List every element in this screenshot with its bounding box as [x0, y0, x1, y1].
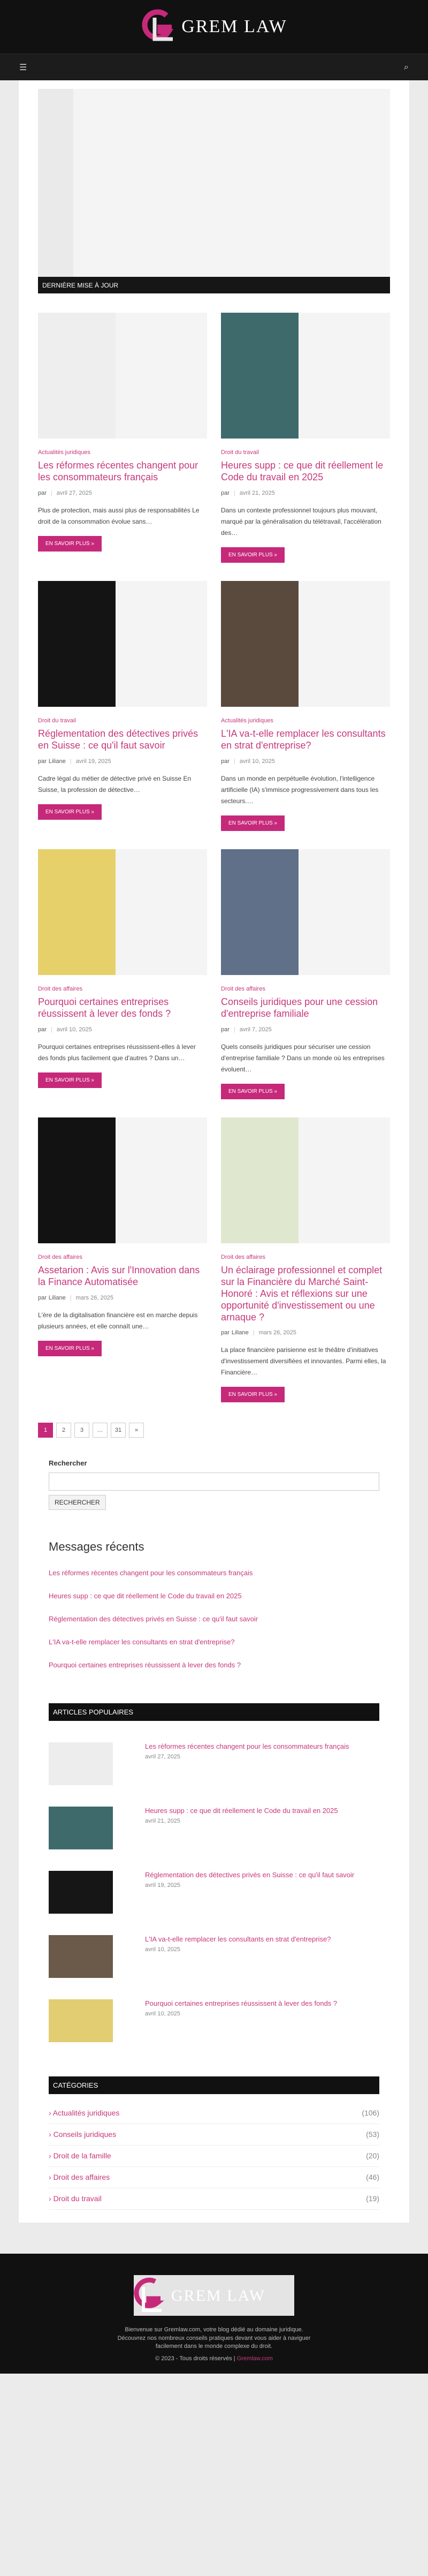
post-excerpt: Plus de protection, mais aussi plus de responsabilités Le droit de la consommation évolue sans…: [38, 506, 200, 525]
thumbnail-photo: [38, 849, 116, 975]
popular-post-title[interactable]: Réglementation des détectives privés en Suisse : ce qu'il faut savoir: [145, 1871, 355, 1879]
post-meta-by: par: [38, 758, 47, 765]
post-title[interactable]: Heures supp : ce que dit réellement le Code du travail en 2025: [221, 460, 384, 482]
post-title[interactable]: Pourquoi certaines entreprises réussissent à lever des fonds ?: [38, 996, 171, 1019]
post-meta: [221, 1329, 390, 1336]
chevron-right-icon: ›: [49, 2151, 54, 2160]
site-name: GREM LAW: [181, 17, 287, 36]
post-date: mars 26, 2025: [75, 1294, 113, 1301]
recent-post-link[interactable]: Pourquoi certaines entreprises réussissent à lever des fonds ?: [49, 1661, 241, 1670]
meta-separator: |: [50, 1026, 52, 1033]
post-date: avril 10, 2025: [56, 1026, 92, 1033]
post-author[interactable]: Liliane: [48, 758, 66, 765]
post-category[interactable]: Droit des affaires: [221, 985, 265, 992]
recent-post-link[interactable]: Réglementation des détectives privés en Suisse : ce qu'il faut savoir: [49, 1615, 258, 1623]
popular-post-title[interactable]: Pourquoi certaines entreprises réussissent à lever des fonds ?: [145, 1999, 338, 2008]
post-category[interactable]: Actualités juridiques: [221, 717, 273, 724]
thumbnail-blank: [299, 1117, 390, 1243]
post-thumbnail[interactable]: [221, 849, 390, 975]
category-name[interactable]: Droit des affaires: [53, 2173, 110, 2182]
site-footer: [0, 2254, 428, 2373]
post-card: [38, 849, 207, 1099]
read-more-button[interactable]: EN SAVOIR PLUS »: [38, 536, 102, 552]
meta-separator: |: [70, 1294, 72, 1301]
category-left: [49, 2194, 102, 2203]
post-thumbnail[interactable]: [221, 313, 390, 439]
menu-icon[interactable]: ☰: [19, 63, 27, 72]
post-date: avril 27, 2025: [56, 489, 92, 496]
hero-bar: DERNIÈRE MISE À JOUR: [38, 277, 390, 293]
post-category[interactable]: Actualités juridiques: [38, 449, 90, 456]
post-card: [221, 581, 390, 831]
category-item[interactable]: [49, 2188, 379, 2210]
category-item[interactable]: [49, 2103, 379, 2124]
thumbnail-blank: [299, 849, 390, 975]
category-count: (20): [366, 2151, 379, 2160]
post-category[interactable]: Droit du travail: [221, 449, 259, 456]
popular-post[interactable]: [49, 1871, 379, 1914]
category-left: [49, 2130, 116, 2139]
thumbnail-photo: [221, 581, 299, 707]
meta-separator: |: [233, 1026, 235, 1033]
thumbnail-photo: [38, 313, 116, 439]
main-content: [19, 80, 409, 2223]
thumbnail-photo: [221, 313, 299, 439]
search-input[interactable]: [49, 1472, 379, 1491]
post-excerpt: Cadre légal du métier de détective privé en Suisse En Suisse, la profession de détective…: [38, 774, 192, 794]
page-2[interactable]: 2: [56, 1423, 71, 1438]
post-title[interactable]: L'IA va-t-elle remplacer les consultants en strat d'entreprise?: [221, 728, 386, 751]
post-excerpt: Dans un monde en perpétuelle évolution, l'intelligence artificielle (IA) s'immisce progressivement dans tous les secteurs.…: [221, 774, 379, 805]
next-page-button[interactable]: »: [129, 1423, 144, 1438]
nav-bar: [0, 54, 428, 80]
popular-posts-title: ARTICLES POPULAIRES: [49, 1703, 379, 1721]
recent-post-link[interactable]: Heures supp : ce que dit réellement le Code du travail en 2025: [49, 1592, 242, 1600]
popular-post-date: avril 10, 2025: [145, 2011, 181, 2018]
post-category[interactable]: Droit des affaires: [38, 1253, 82, 1260]
popular-post-date: avril 21, 2025: [145, 1818, 181, 1825]
recent-post-link[interactable]: L'IA va-t-elle remplacer les consultants en strat d'entreprise?: [49, 1638, 235, 1646]
popular-post-thumbnail[interactable]: [49, 1742, 113, 1785]
footer-site-link[interactable]: Gremlaw.com: [236, 2355, 273, 2362]
post-date: avril 10, 2025: [239, 758, 275, 765]
category-name[interactable]: Droit du travail: [53, 2194, 102, 2203]
meta-separator: |: [233, 758, 235, 765]
popular-post-date: avril 19, 2025: [145, 1882, 181, 1889]
post-author[interactable]: Liliane: [48, 1294, 66, 1301]
post-thumbnail[interactable]: [38, 313, 207, 439]
popular-post-text: [145, 1999, 337, 2042]
category-item[interactable]: [49, 2124, 379, 2146]
post-title[interactable]: Les réformes récentes changent pour les consommateurs français: [38, 460, 198, 482]
post-title[interactable]: Un éclairage professionnel et complet sur la Financière du Marché Saint-Honoré : Avis et réflexions sur une opportunité d'investissement ou une arnaque ?: [221, 1264, 383, 1323]
pagination: [38, 1423, 390, 1438]
thumbnail-blank: [299, 581, 390, 707]
hero-image[interactable]: [38, 89, 390, 277]
category-left: [49, 2173, 110, 2181]
post-card: [38, 313, 207, 563]
post-date: mars 26, 2025: [258, 1329, 296, 1336]
post-meta: [221, 758, 390, 765]
post-thumbnail[interactable]: [38, 1117, 207, 1243]
footer-logo[interactable]: [134, 2275, 294, 2316]
popular-post-text: [145, 1935, 331, 1978]
post-meta: [38, 758, 207, 765]
meta-separator: |: [253, 1329, 255, 1336]
post-category[interactable]: Droit des affaires: [221, 1253, 265, 1260]
chevron-right-icon: ›: [49, 2130, 54, 2139]
popular-post[interactable]: [49, 1807, 379, 1849]
post-card: [221, 849, 390, 1099]
post-meta: [221, 1026, 390, 1033]
post-meta-by: par: [38, 489, 47, 496]
post-title[interactable]: Réglementation des détectives privés en Suisse : ce qu'il faut savoir: [38, 728, 198, 751]
site-header: [0, 0, 428, 54]
post-excerpt: L'ère de la digitalisation financière est en marche depuis plusieurs années, et elle connaît une…: [38, 1311, 198, 1330]
post-date: avril 7, 2025: [239, 1026, 272, 1033]
popular-post-text: [145, 1742, 349, 1785]
site-logo[interactable]: [141, 8, 287, 46]
footer-about: Bienvenue sur Gremlaw.com, votre blog dédié au domaine juridique. Découvrez nos nombreux conseils pratiques devant vous aider à naviguer facilement dans le monde complexe du droit.: [117, 2326, 311, 2350]
category-count: (19): [366, 2194, 379, 2203]
thumbnail-photo: [38, 1117, 116, 1243]
copyright: [0, 2355, 428, 2362]
copyright-text: © 2023 - Tous droits réservés |: [155, 2355, 235, 2362]
post-category[interactable]: Droit des affaires: [38, 985, 82, 992]
popular-post-date: avril 10, 2025: [145, 1946, 181, 1953]
post-meta: [38, 1026, 207, 1033]
post-meta-by: par: [38, 1294, 47, 1301]
thumbnail-photo: [221, 1117, 299, 1243]
post-title[interactable]: Conseils juridiques pour une cession d'entreprise familiale: [221, 996, 378, 1019]
category-item[interactable]: [49, 2167, 379, 2188]
chevron-right-icon: ›: [49, 2109, 53, 2118]
popular-post-thumbnail[interactable]: [49, 1807, 113, 1849]
post-thumbnail[interactable]: [221, 1117, 390, 1243]
popular-post[interactable]: [49, 1935, 379, 1978]
popular-post-title[interactable]: Les réformes récentes changent pour les consommateurs français: [145, 1742, 349, 1751]
thumbnail-blank: [116, 581, 207, 707]
post-excerpt: Pourquoi certaines entreprises réussissent-elles à lever des fonds plus facilement que d'autres ? Dans un…: [38, 1043, 196, 1062]
page-1[interactable]: 1: [38, 1423, 53, 1438]
sidebar: [38, 1459, 390, 2210]
category-left: [49, 2109, 119, 2117]
popular-post-thumbnail[interactable]: [49, 1935, 113, 1978]
post-excerpt: La place financière parisienne est le théâtre d'initiatives d'investissement diversifiées et innovantes. Parmi elles, la Financière…: [221, 1346, 386, 1377]
footer-site-name: GREM LAW: [171, 2287, 266, 2305]
chevron-right-icon: ›: [49, 2194, 54, 2203]
page-31[interactable]: 31: [111, 1423, 126, 1438]
page-…: …: [93, 1423, 108, 1438]
post-excerpt: Quels conseils juridiques pour sécuriser une cession d'entreprise familiale ? Dans un monde où les entreprises évoluent…: [221, 1043, 385, 1073]
category-left: [49, 2151, 111, 2160]
post-title[interactable]: Assetarion : Avis sur l'Innovation dans la Finance Automatisée: [38, 1264, 200, 1287]
post-meta: [38, 490, 207, 496]
recent-posts: [49, 1569, 379, 1669]
popular-post-date: avril 27, 2025: [145, 1754, 181, 1761]
thumbnail-photo: [221, 849, 299, 975]
post-meta: [221, 490, 390, 496]
popular-post-text: [145, 1871, 354, 1914]
recent-posts-title: Messages récents: [49, 1540, 144, 1554]
post-card: [221, 313, 390, 563]
popular-posts: [49, 1742, 379, 2042]
category-name[interactable]: Droit de la famille: [53, 2151, 111, 2160]
chevron-right-icon: ›: [49, 2173, 54, 2182]
post-card: [38, 1117, 207, 1403]
post-author[interactable]: Liliane: [231, 1329, 249, 1336]
read-more-button[interactable]: EN SAVOIR PLUS »: [221, 547, 285, 563]
post-category[interactable]: Droit du travail: [38, 717, 76, 724]
post-meta-by: par: [38, 1026, 47, 1033]
post-date: avril 19, 2025: [75, 758, 111, 765]
gl-monogram-icon: [141, 8, 178, 46]
thumbnail-blank: [116, 849, 207, 975]
category-item[interactable]: [49, 2146, 379, 2167]
read-more-button[interactable]: EN SAVOIR PLUS »: [221, 815, 285, 831]
meta-separator: |: [233, 489, 235, 496]
post-thumbnail[interactable]: [221, 581, 390, 707]
post-excerpt: Dans un contexte professionnel toujours plus mouvant, marqué par la généralisation du télétravail, l'accélération des…: [221, 506, 381, 537]
thumbnail-blank: [116, 313, 207, 439]
popular-post-title[interactable]: Heures supp : ce que dit réellement le Code du travail en 2025: [145, 1807, 338, 1815]
category-name[interactable]: Conseils juridiques: [53, 2130, 117, 2139]
post-meta-by: par: [221, 489, 230, 496]
post-meta-by: par: [221, 1026, 230, 1033]
thumbnail-photo: [38, 581, 116, 707]
thumbnail-blank: [299, 313, 390, 439]
post-thumbnail[interactable]: [38, 581, 207, 707]
categories-title: CATÉGORIES: [49, 2076, 379, 2094]
thumbnail-blank: [116, 1117, 207, 1243]
category-count: (106): [362, 2109, 379, 2118]
read-more-button[interactable]: EN SAVOIR PLUS »: [221, 1084, 285, 1099]
category-count: (53): [366, 2130, 379, 2139]
page-3[interactable]: 3: [74, 1423, 89, 1438]
post-card: [38, 581, 207, 831]
post-meta: [38, 1295, 207, 1301]
popular-post[interactable]: [49, 1999, 379, 2042]
read-more-button[interactable]: EN SAVOIR PLUS »: [38, 1341, 102, 1356]
read-more-button[interactable]: EN SAVOIR PLUS »: [221, 1387, 285, 1402]
read-more-button[interactable]: EN SAVOIR PLUS »: [38, 804, 102, 820]
category-list: [49, 2103, 379, 2210]
popular-post-thumbnail[interactable]: [49, 1999, 113, 2042]
search-icon[interactable]: ⌕: [404, 62, 409, 72]
post-card: [221, 1117, 390, 1403]
post-meta-by: par: [221, 1329, 230, 1336]
post-grid: [38, 313, 390, 1421]
post-thumbnail[interactable]: [38, 849, 207, 975]
search-label: Rechercher: [49, 1459, 87, 1468]
meta-separator: |: [50, 489, 52, 496]
popular-post-thumbnail[interactable]: [49, 1871, 113, 1914]
category-count: (46): [366, 2173, 379, 2182]
popular-post-text: [145, 1807, 338, 1849]
read-more-button[interactable]: EN SAVOIR PLUS »: [38, 1072, 102, 1088]
popular-post[interactable]: [49, 1742, 379, 1785]
category-name[interactable]: Actualités juridiques: [52, 2109, 120, 2118]
search-button[interactable]: RECHERCHER: [49, 1495, 106, 1510]
post-meta-by: par: [221, 758, 230, 765]
post-date: avril 21, 2025: [239, 489, 275, 496]
popular-post-title[interactable]: L'IA va-t-elle remplacer les consultants en strat d'entreprise?: [145, 1935, 331, 1944]
recent-post-link[interactable]: Les réformes récentes changent pour les consommateurs français: [49, 1569, 253, 1577]
meta-separator: |: [70, 758, 72, 765]
